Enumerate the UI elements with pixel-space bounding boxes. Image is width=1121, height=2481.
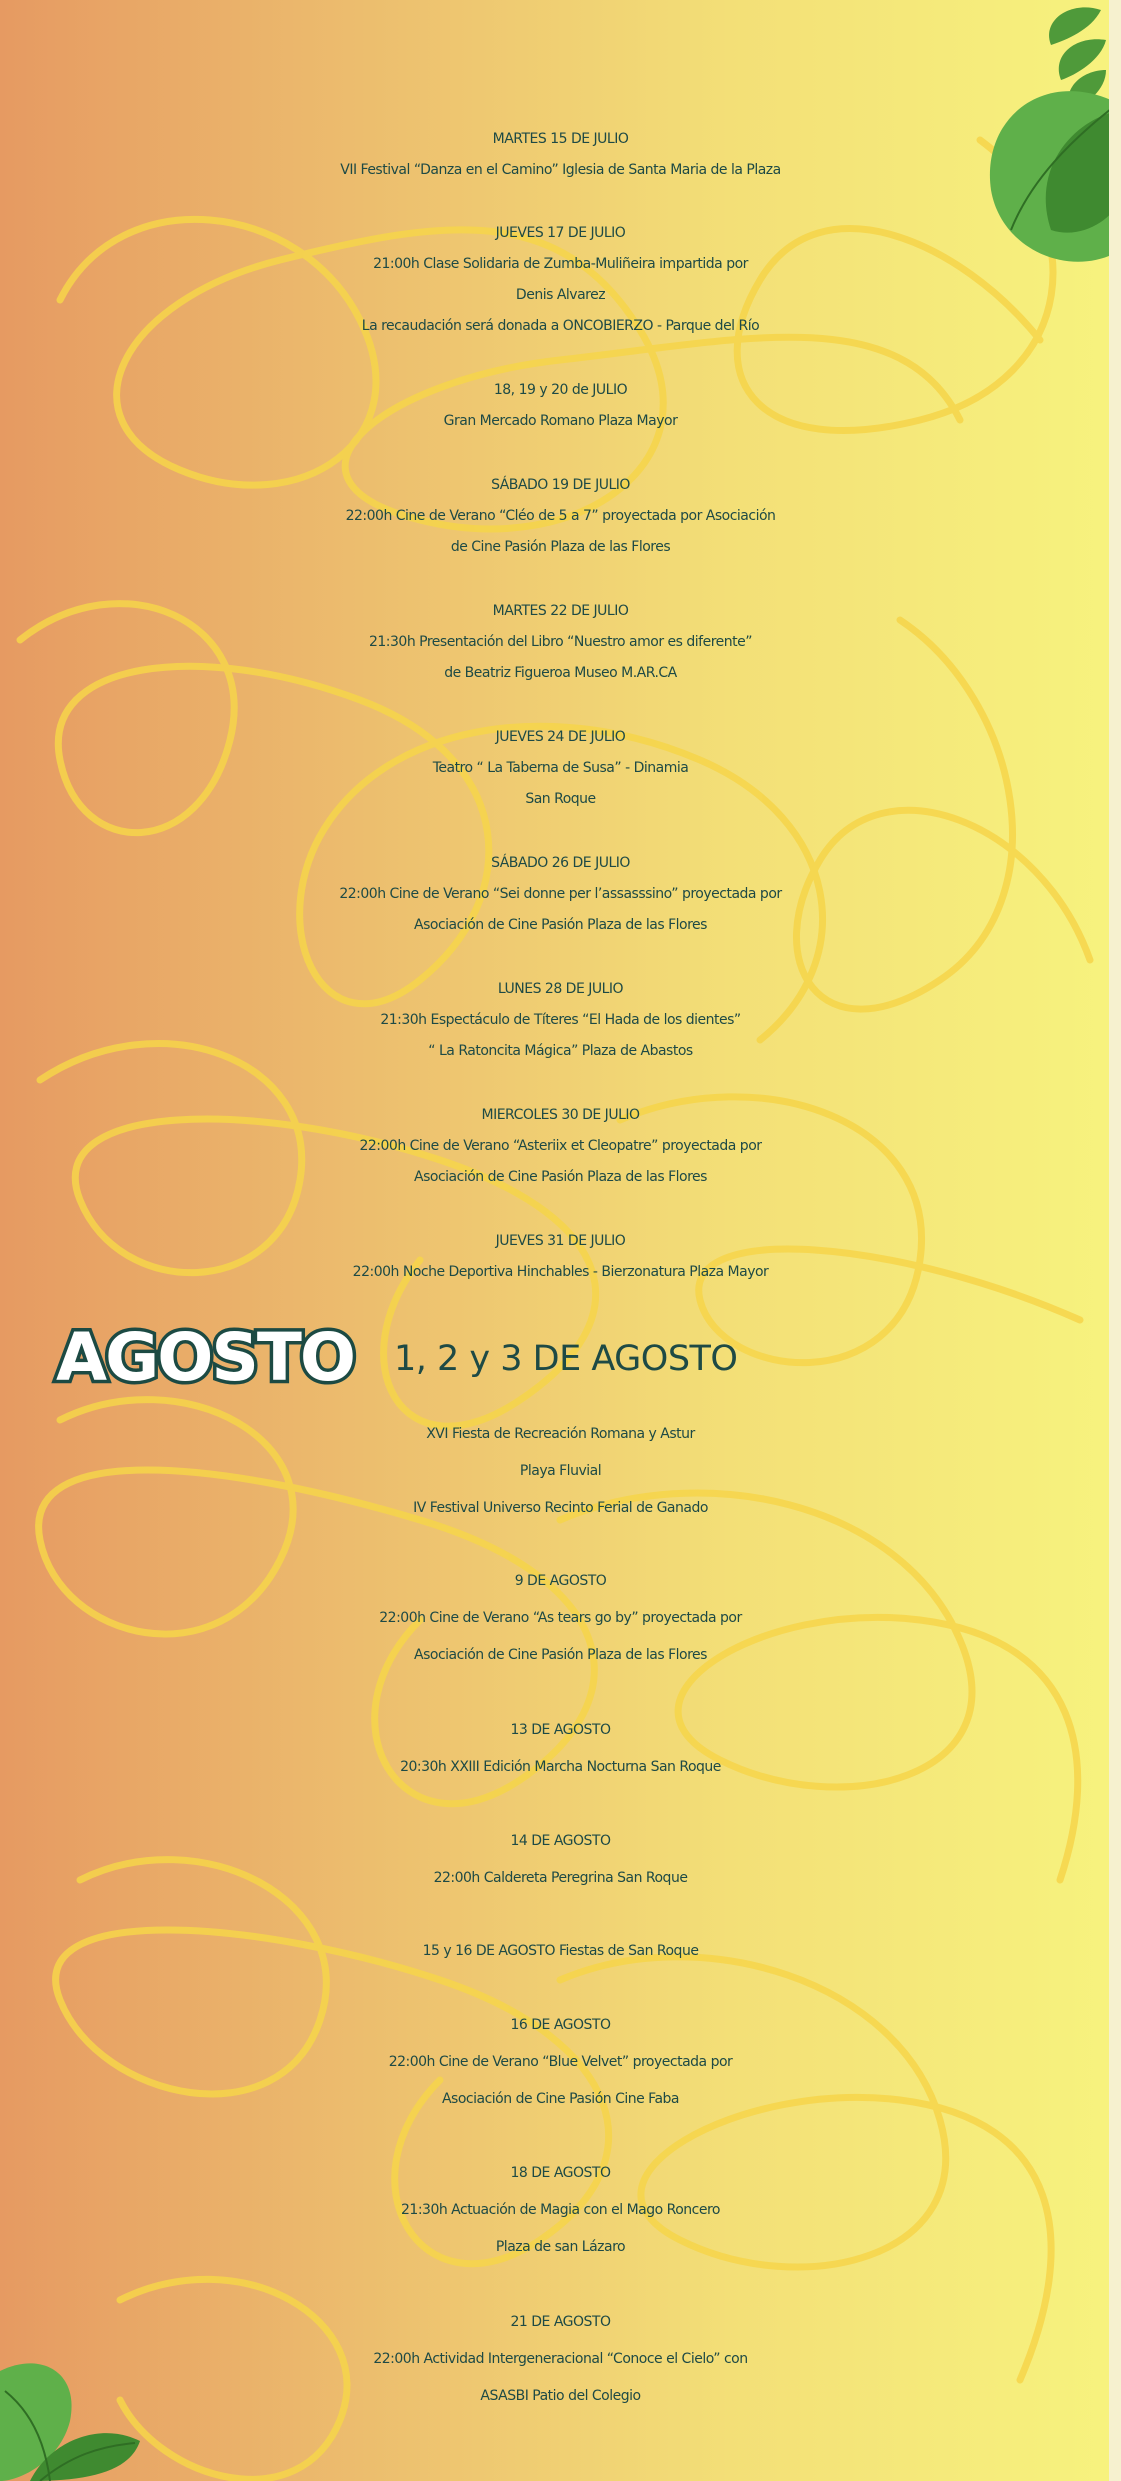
event-detail: 21:30h Espectáculo de Títeres “El Hada de los dientes” bbox=[380, 1012, 741, 1028]
event-detail: “ La Ratoncita Mágica” Plaza de Abastos bbox=[428, 1043, 693, 1059]
event-detail: 22:00h Cine de Verano “As tears go by” proyectada por bbox=[379, 1610, 742, 1626]
event-2025-08-13 bbox=[0, 1712, 1121, 1786]
event-date: MIERCOLES 30 DE JULIO bbox=[481, 1107, 640, 1123]
event-2025-08-21 bbox=[0, 2304, 1121, 2415]
month-badge-agosto: AGOSTO bbox=[56, 1319, 355, 1396]
event-date: MARTES 22 DE JULIO bbox=[492, 603, 629, 619]
event-date: 16 DE AGOSTO bbox=[510, 2017, 611, 2033]
event-detail: 22:00h Cine de Verano “Sei donne per l’assasssino” proyectada por bbox=[339, 886, 782, 902]
event-detail: ASASBI Patio del Colegio bbox=[480, 2388, 641, 2404]
event-2025-07-18 bbox=[0, 375, 1121, 437]
event-detail: de Beatriz Figueroa Museo M.AR.CA bbox=[444, 665, 677, 681]
event-date: MARTES 15 DE JULIO bbox=[492, 131, 629, 147]
event-detail: VII Festival “Danza en el Camino” Iglesia de Santa Maria de la Plaza bbox=[340, 162, 781, 178]
event-date: 13 DE AGOSTO bbox=[510, 1722, 611, 1738]
event-detail: de Cine Pasión Plaza de las Flores bbox=[450, 539, 671, 555]
event-2025-07-19 bbox=[0, 470, 1121, 563]
page-edge bbox=[1109, 0, 1121, 2481]
event-date: SÁBADO 19 DE JULIO bbox=[491, 477, 630, 493]
event-detail: 21:30h Actuación de Magia con el Mago Roncero bbox=[401, 2202, 720, 2218]
event-detail: 15 y 16 DE AGOSTO Fiestas de San Roque bbox=[422, 1943, 699, 1959]
event-2025-07-15 bbox=[0, 124, 1121, 186]
event-detail: Teatro “ La Taberna de Susa” - Dinamia bbox=[432, 760, 689, 776]
event-detail: Playa Fluvial bbox=[519, 1463, 602, 1479]
event-date: JUEVES 17 DE JULIO bbox=[495, 225, 626, 241]
event-2025-07-24 bbox=[0, 722, 1121, 815]
event-detail: La recaudación será donada a ONCOBIERZO - Parque del Río bbox=[361, 318, 760, 334]
event-detail: Asociación de Cine Pasión Plaza de las Flores bbox=[414, 917, 707, 933]
event-date: 18, 19 y 20 de JULIO bbox=[493, 382, 628, 398]
event-2025-08-14 bbox=[0, 1823, 1121, 1897]
event-detail: 22:00h Cine de Verano “Cléo de 5 a 7” proyectada por Asociación bbox=[345, 508, 776, 524]
event-detail: Denis Alvarez bbox=[515, 287, 606, 303]
event-date: LUNES 28 DE JULIO bbox=[497, 981, 624, 997]
event-date: 1, 2 y 3 DE AGOSTO bbox=[394, 1339, 738, 1379]
event-2025-08-01 bbox=[0, 1416, 1121, 1527]
event-2025-07-30 bbox=[0, 1100, 1121, 1193]
event-date: 9 DE AGOSTO bbox=[514, 1573, 607, 1589]
event-date: JUEVES 31 DE JULIO bbox=[495, 1233, 626, 1249]
event-detail: 21:00h Clase Solidaria de Zumba-Muliñeira impartida por bbox=[373, 256, 748, 272]
event-detail: Asociación de Cine Pasión Plaza de las Flores bbox=[414, 1647, 707, 1663]
event-detail: San Roque bbox=[525, 791, 596, 807]
event-2025-08-09 bbox=[0, 1563, 1121, 1674]
event-detail: 22:00h Caldereta Peregrina San Roque bbox=[433, 1870, 688, 1886]
event-detail: 22:00h Noche Deportiva Hinchables - Bierzonatura Plaza Mayor bbox=[352, 1264, 769, 1280]
event-date: 21 DE AGOSTO bbox=[510, 2314, 611, 2330]
event-2025-07-31 bbox=[0, 1226, 1121, 1288]
event-detail: Plaza de san Lázaro bbox=[495, 2239, 626, 2255]
event-detail: IV Festival Universo Recinto Ferial de Ganado bbox=[413, 1500, 708, 1516]
event-detail: 21:30h Presentación del Libro “Nuestro amor es diferente” bbox=[368, 634, 753, 650]
event-detail: Gran Mercado Romano Plaza Mayor bbox=[443, 413, 678, 429]
event-detail: XVI Fiesta de Recreación Romana y Astur bbox=[426, 1426, 695, 1442]
event-date: JUEVES 24 DE JULIO bbox=[495, 729, 626, 745]
event-detail: 22:00h Actividad Intergeneracional “Conoce el Cielo” con bbox=[373, 2351, 748, 2367]
event-2025-08-18 bbox=[0, 2155, 1121, 2266]
event-2025-08-16 bbox=[0, 2007, 1121, 2118]
event-detail: Asociación de Cine Pasión Plaza de las Flores bbox=[414, 1169, 707, 1185]
event-detail: 20:30h XXIII Edición Marcha Nocturna San Roque bbox=[400, 1759, 721, 1775]
event-detail: 22:00h Cine de Verano “Asteriix et Cleopatre” proyectada por bbox=[359, 1138, 762, 1154]
event-2025-07-22 bbox=[0, 596, 1121, 689]
event-date: SÁBADO 26 DE JULIO bbox=[491, 855, 630, 871]
event-2025-07-26 bbox=[0, 848, 1121, 941]
event-date: 18 DE AGOSTO bbox=[510, 2165, 611, 2181]
event-detail: 22:00h Cine de Verano “Blue Velvet” proyectada por bbox=[388, 2054, 733, 2070]
event-2025-07-28 bbox=[0, 974, 1121, 1067]
event-2025-08-15 bbox=[0, 1933, 1121, 1970]
event-2025-07-17 bbox=[0, 218, 1121, 342]
event-detail: Asociación de Cine Pasión Cine Faba bbox=[441, 2091, 679, 2107]
event-date: 14 DE AGOSTO bbox=[510, 1833, 611, 1849]
